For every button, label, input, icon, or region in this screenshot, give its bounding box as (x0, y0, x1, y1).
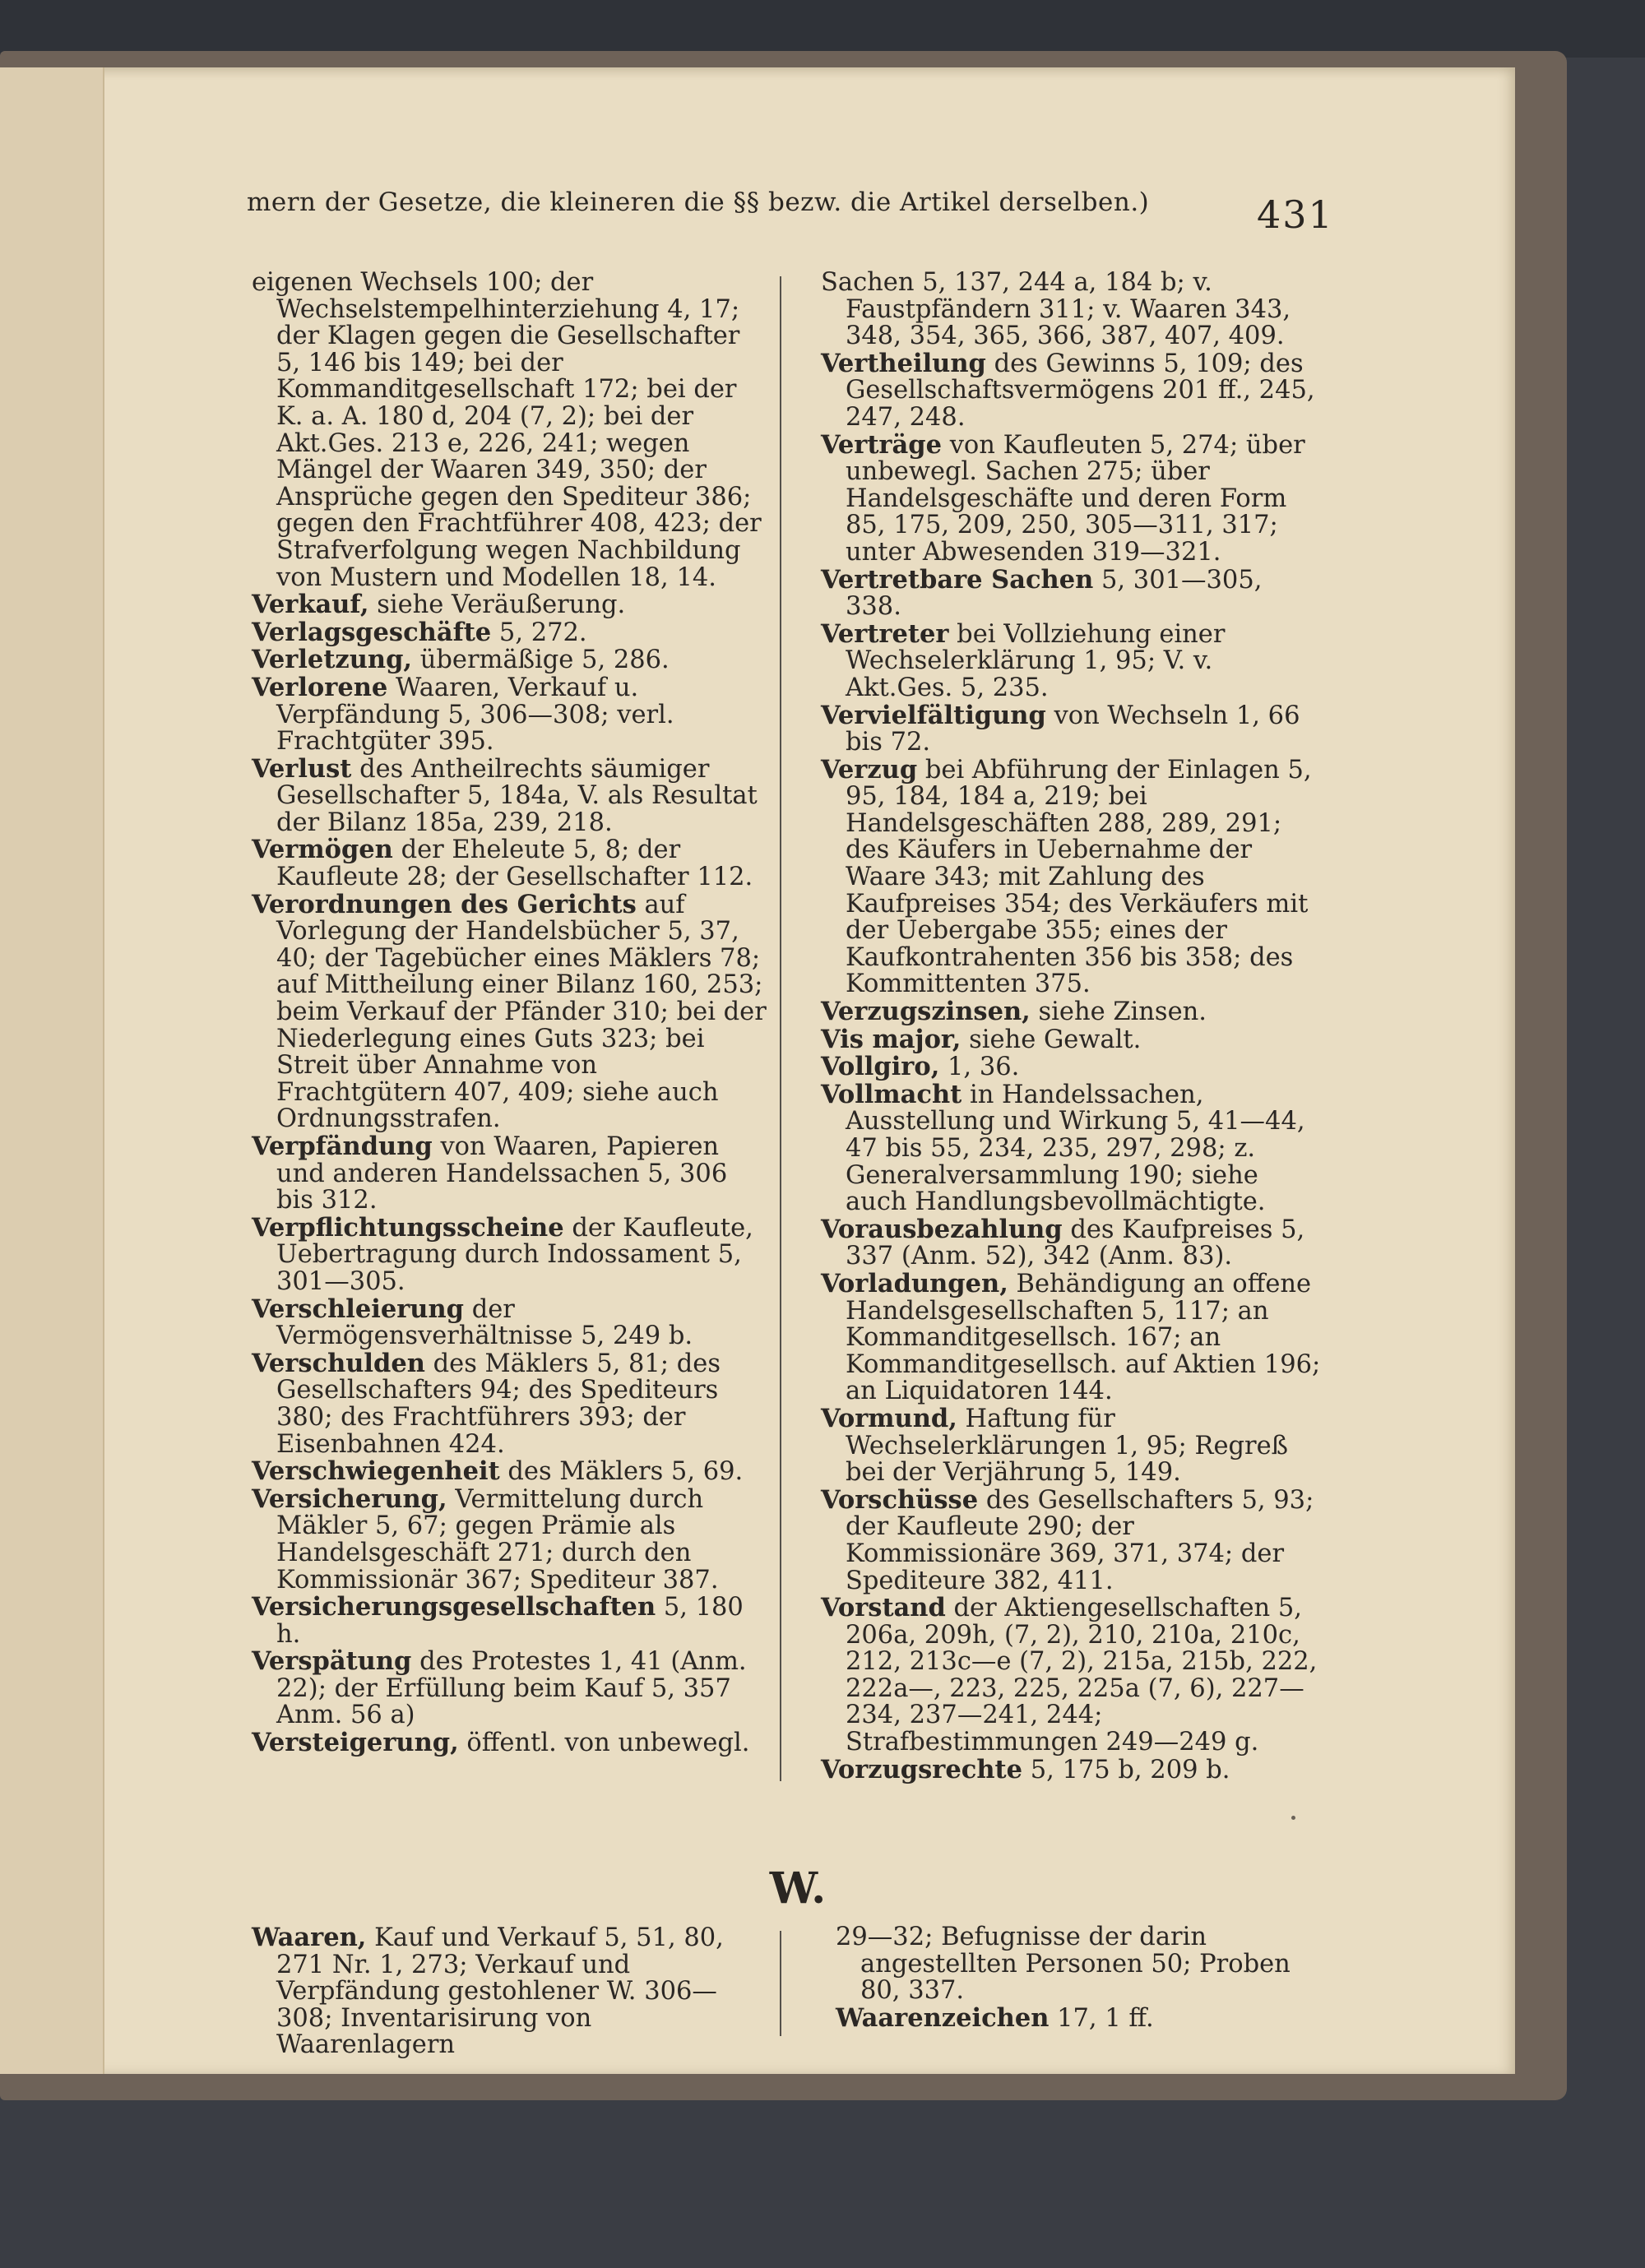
index-headword: Vorausbezahlung (821, 1214, 1063, 1244)
index-headword: Verschulden (252, 1348, 425, 1378)
index-headword: Verschwiegenheit (252, 1456, 500, 1487)
index-references: des Mäklers 5, 81; des Gesellschafters 94; des Spediteurs 380; des Frachtführers 393; der Eisenbahnen 424. (276, 1349, 721, 1459)
index-references: Kauf und Verkauf 5, 51, 80, 271 Nr. 1, 273; Verkauf und Verpfändung gestohlener W. 306—308; Inventarisirung von Waarenlagern (276, 1923, 724, 2060)
index-headword: Vorschüsse (821, 1484, 979, 1515)
index-references: siehe Gewalt. (969, 1025, 1142, 1054)
index-entry (252, 674, 770, 756)
index-entry (252, 1296, 770, 1350)
index-references: der Kaufleute, Uebertragung durch Indossament 5, 301—305. (276, 1213, 753, 1296)
index-headword: Waarenzeichen (836, 2002, 1050, 2033)
index-entry (252, 270, 770, 591)
index-entry (821, 564, 1324, 622)
index-references: des Gesellschafters 5, 93; der Kaufleute 290; der Kommissionäre 369, 371, 374; der Spediteure 382, 411. (846, 1485, 1314, 1595)
index-headword: Verspätung (252, 1646, 412, 1677)
index-entry (252, 753, 770, 837)
index-references: siehe Veräußerung. (377, 590, 626, 620)
index-headword: Vorstand (821, 1593, 946, 1623)
ink-speck (1291, 1816, 1295, 1820)
index-entry (836, 2002, 1329, 2033)
index-references: bei Vollziehung einer Wechselerklärung 1, 95; V. v. Akt.Ges. 5, 235. (846, 619, 1226, 702)
index-entry (252, 619, 770, 647)
index-references: Behändigung an offene Handelsgesellschaften 5, 117; an Kommanditgesellsch. 167; an Kommanditgesellsch. auf Aktien 196; an Liquidatoren 144. (846, 1269, 1321, 1406)
index-references: von Kaufleuten 5, 274; über unbewegl. Sachen 275; über Handelsgeschäfte und deren Form 85, 175, 209, 250, 305—311, 317; unter Abwesenden 319—321. (846, 430, 1305, 567)
page-gutter (0, 67, 104, 2074)
index-references: des Gewinns 5, 109; des Gesellschaftsvermögens 201 ff., 245, 247, 248. (846, 349, 1315, 432)
index-headword: Vollmacht (821, 1079, 962, 1109)
index-references: von Waaren, Papieren und anderen Handelssachen 5, 306 bis 312. (276, 1132, 728, 1215)
index-headword: Verzugszinsen, (821, 997, 1031, 1027)
index-references: des Protestes 1, 41 (Anm. 22); der Erfüllung beim Kauf 5, 357 Anm. 56 a) (276, 1647, 747, 1730)
index-headword: Vorladungen, (821, 1268, 1008, 1298)
index-entry (821, 754, 1324, 999)
index-references: 5, 272. (498, 618, 587, 647)
index-references: Waaren, Verkauf u. Verpfändung 5, 306—308; verl. Frachtgüter 395. (276, 673, 674, 757)
index-headword: Vormund, (821, 1403, 957, 1433)
index-entry (252, 836, 770, 891)
index-entry (821, 618, 1324, 702)
index-references: eigenen Wechsels 100; der Wechselstempelhinterziehung 4, 17; der Klagen gegen die Gesellschafter 5, 146 bis 149; bei der Kommanditgesellschaft 172; bei der K. a. A. 180 d, 204 (7, 2); bei der Akt.Ges. 213 e, 226, 241; wegen Mängel der Waaren 349, 350; der Ansprüche gegen den Spediteur 386; gegen den Frachtführer 408, 423; der Strafverfolgung wegen Nachbildung von Mustern und Modellen 18, 14. (252, 268, 762, 592)
index-entry (821, 1405, 1324, 1487)
index-entry (252, 1483, 770, 1595)
index-headword: Versicherungsgesellschaften (252, 1592, 656, 1622)
index-headword: Verkauf, (252, 590, 369, 620)
index-entry (821, 1053, 1324, 1081)
page-number: 431 (1257, 192, 1334, 237)
index-entry (821, 350, 1324, 432)
index-entry (836, 1924, 1329, 2005)
index-references: von Wechseln 1, 66 bis 72. (846, 701, 1300, 757)
index-references: der Eheleute 5, 8; der Kaufleute 28; der Gesellschafter 112. (276, 835, 753, 892)
index-headword: Vertretbare Sachen (821, 564, 1094, 595)
index-headword: Verordnungen des Gerichts (252, 889, 637, 919)
index-references: Vermittelung durch Mäkler 5, 67; gegen Prämie als Handelsgeschäft 271; durch den Kommissionär 367; Spediteur 387. (276, 1484, 719, 1595)
index-entry (252, 891, 770, 1133)
index-references: 5, 180 h. (276, 1593, 744, 1649)
index-entry (821, 1754, 1324, 1784)
column-divider-lower (780, 1931, 781, 2036)
index-headword: Vorzugsrechte (821, 1754, 1022, 1784)
index-entry (252, 1350, 770, 1458)
index-column-right (821, 270, 1324, 1784)
index-headword: Verpfändung (252, 1132, 433, 1161)
index-entry (252, 1458, 770, 1486)
index-entry (252, 1594, 770, 1648)
index-headword: Verzug (821, 754, 918, 785)
index-entry (821, 998, 1324, 1026)
index-references: öffentl. von unbewegl. (466, 1729, 750, 1758)
index-entry (252, 1133, 770, 1215)
index-entry (252, 1212, 770, 1296)
index-entry (252, 591, 770, 619)
index-headword: Verpflichtungsscheine (252, 1212, 564, 1243)
index-references: der Vermögensverhältnisse 5, 249 b. (276, 1294, 693, 1351)
index-headword: Verlagsgeschäfte (252, 617, 492, 647)
background-strip (0, 0, 1645, 58)
index-headword: Verletzung, (252, 645, 413, 675)
index-references: 5, 301—305, 338. (846, 565, 1263, 622)
index-column-lower-left (252, 1924, 770, 2059)
index-references: des Antheilrechts säumiger Gesellschafter 5, 184a, V. als Resultat der Bilanz 185a, 239, 218. (276, 754, 758, 837)
index-headword: Versteigerung, (252, 1728, 459, 1758)
index-references: Haftung für Wechselerklärungen 1, 95; Regreß bei der Verjährung 5, 149. (846, 1404, 1289, 1488)
index-column-left (252, 270, 770, 1757)
index-entry (821, 702, 1324, 757)
index-headword: Vollgiro, (821, 1052, 940, 1082)
index-entry (821, 1216, 1324, 1271)
index-entry (821, 1595, 1324, 1757)
index-column-lower-right (836, 1924, 1329, 2032)
index-references: des Mäklers 5, 69. (507, 1457, 744, 1487)
index-headword: Verschleierung (252, 1294, 464, 1324)
index-references: in Handelssachen, Ausstellung und Wirkung 5, 41—44, 47 bis 55, 234, 235, 297, 298; z. Generalversammlung 190; siehe auch Handlungsbevollmächtigte. (846, 1080, 1305, 1217)
index-references: Sachen 5, 137, 244 a, 184 b; v. Faustpfändern 311; v. Waaren 343, 348, 354, 365, 366, 387, 407, 409. (821, 268, 1291, 351)
index-references: auf Vorlegung der Handelsbücher 5, 37, 40; der Tagebücher eines Mäklers 78; auf Mittheilung einer Bilanz 160, 253; beim Verkauf der Pfänder 310; bei der Niederlegung eines Guts 323; bei Streit über Annahme von Frachtgütern 407, 409; siehe auch Ordnungsstrafen. (276, 890, 767, 1134)
index-entry (821, 1081, 1324, 1216)
index-references: der Aktiengesellschaften 5, 206a, 209h, (7, 2), 210, 210a, 210c, 212, 213c—e (7, 2), 215a, 215b, 222, 222a—, 223, 225, 225a (7, 6), 227—234, 237—241, 244; Strafbestimmungen 249—249 g. (846, 1594, 1318, 1757)
running-header: mern der Gesetze, die kleineren die §§ bezw. die Artikel derselben.) (247, 187, 1150, 217)
index-references: siehe Zinsen. (1038, 997, 1207, 1027)
index-entry (252, 1924, 770, 2059)
index-headword: Vertheilung (821, 348, 986, 378)
index-entry (821, 429, 1324, 567)
index-headword: Verträge (821, 429, 942, 460)
index-entry (821, 1026, 1324, 1054)
index-references: des Kaufpreises 5, 337 (Anm. 52), 342 (Anm. 83). (846, 1215, 1305, 1271)
index-headword: Waaren, (252, 1923, 367, 1952)
index-entry (252, 1648, 770, 1729)
index-headword: Vermögen (252, 835, 393, 865)
index-entry (252, 646, 770, 674)
index-headword: Vervielfältigung (821, 700, 1046, 730)
index-references: 5, 175 b, 209 b. (1030, 1755, 1230, 1784)
index-references: 17, 1 ff. (1057, 2003, 1154, 2033)
index-headword: Vertreter (821, 618, 949, 649)
index-references: 1, 36. (948, 1053, 1020, 1082)
index-references: übermäßige 5, 286. (419, 646, 670, 675)
column-divider (780, 276, 781, 1781)
index-entry (252, 1729, 770, 1757)
index-headword: Vis major, (821, 1024, 962, 1054)
index-references: bei Abführung der Einlagen 5, 95, 184, 184 a, 219; bei Handelsgeschäften 288, 289, 291; des Käufers in Uebernahme der Waare 343; mit Zahlung des Kaufpreises 354; des Verkäufers mit der Uebergabe 355; eines der Kaufkontrahenten 356 bis 358; des Kommittenten 375. (846, 755, 1312, 999)
index-headword: Verlorene (252, 672, 388, 702)
index-headword: Verlust (252, 753, 352, 784)
index-entry (821, 270, 1324, 350)
index-headword: Versicherung, (252, 1483, 447, 1514)
index-entry (821, 1484, 1324, 1595)
index-entry (821, 1268, 1324, 1406)
index-references: 29—32; Befugnisse der darin angestellten Personen 50; Proben 80, 337. (836, 1923, 1291, 2006)
section-letter: W. (769, 1863, 827, 1914)
